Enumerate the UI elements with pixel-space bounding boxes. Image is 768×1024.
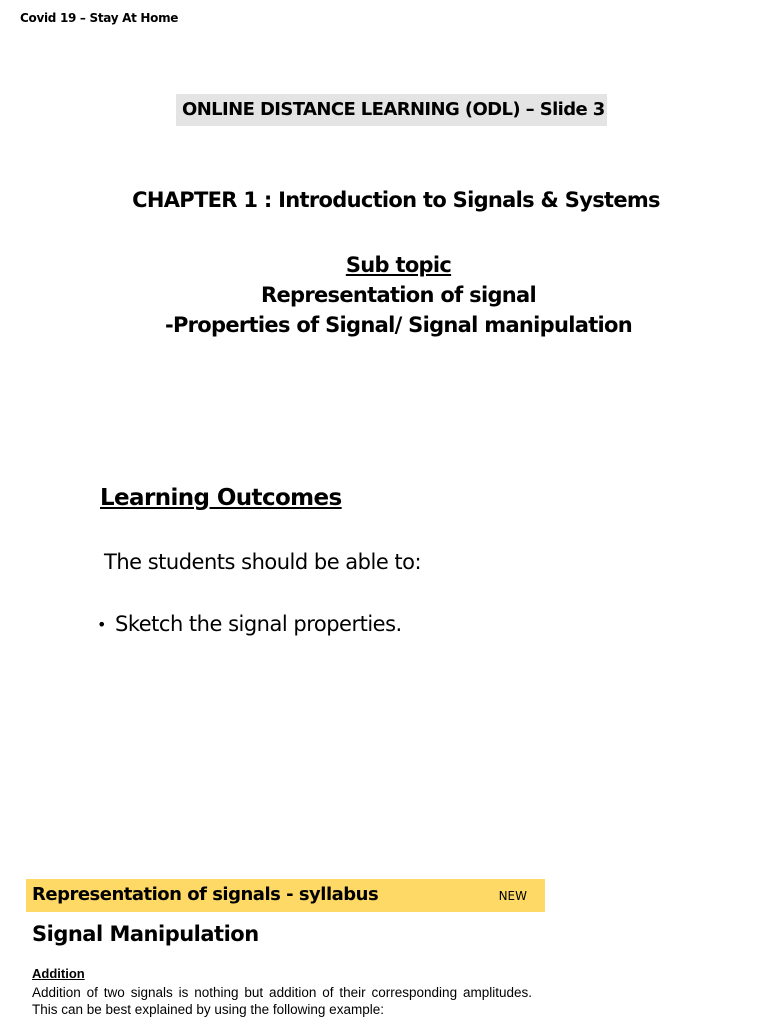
- syllabus-title: Representation of signals - syllabus: [32, 884, 379, 905]
- learning-outcome-text: Sketch the signal properties.: [115, 612, 402, 636]
- section-title: Signal Manipulation: [32, 922, 259, 946]
- subtopic-line-1: Representation of signal: [261, 283, 536, 307]
- new-badge: NEW: [498, 889, 527, 903]
- odl-banner: ONLINE DISTANCE LEARNING (ODL) – Slide 3: [176, 94, 607, 126]
- subtopic-block: [0, 250, 768, 340]
- learning-outcomes-heading: Learning Outcomes: [100, 485, 342, 511]
- chapter-title: CHAPTER 1 : Introduction to Signals & Systems: [132, 188, 660, 212]
- addition-subheading: Addition: [32, 966, 85, 981]
- header-note: Covid 19 – Stay At Home: [20, 11, 179, 25]
- subtopic-line-2: -Properties of Signal/ Signal manipulation: [164, 313, 633, 337]
- addition-body-text: Addition of two signals is nothing but addition of their corresponding amplitudes. This can be best explained by using the following example:: [32, 985, 532, 1017]
- learning-outcome-item: [97, 612, 402, 638]
- learning-outcomes-intro: The students should be able to:: [104, 550, 422, 574]
- subtopic-heading: Sub topic: [345, 253, 452, 277]
- syllabus-bar: [26, 879, 545, 912]
- bullet-icon: •: [97, 615, 106, 634]
